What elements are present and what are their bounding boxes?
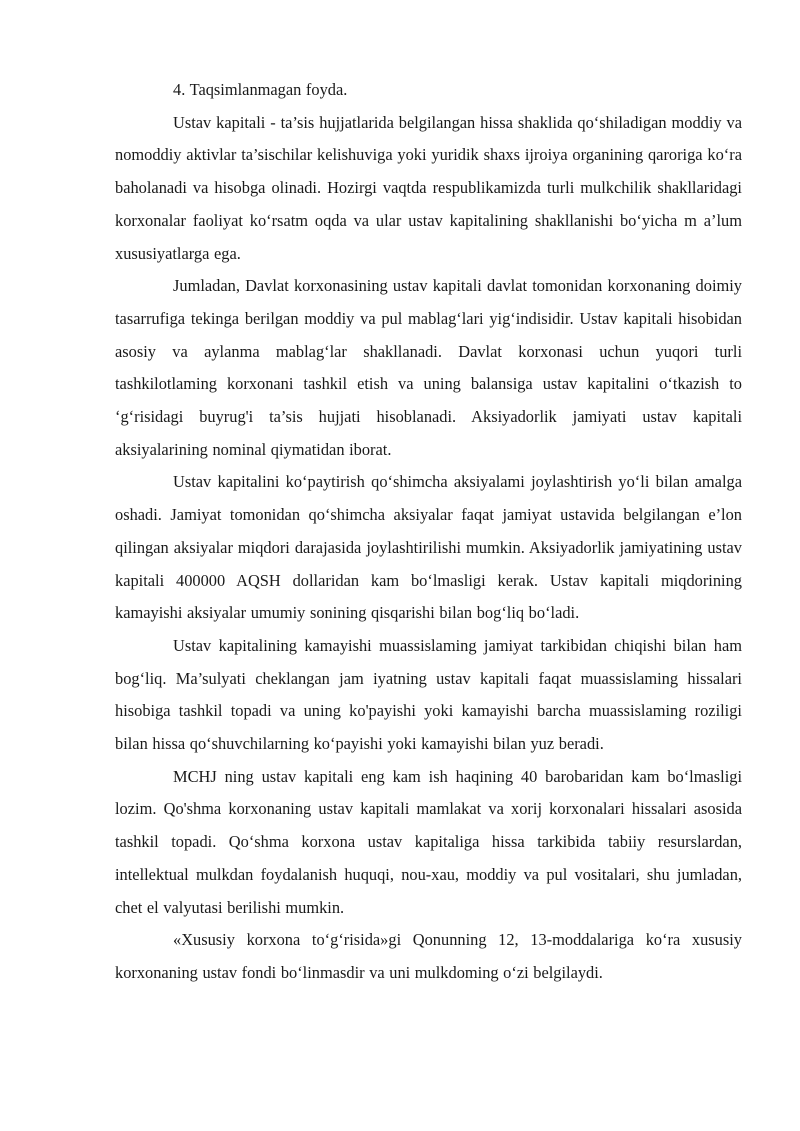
paragraph-davlat-korxonasi: Jumladan, Davlat korxonasining ustav kapitali davlat tomonidan korxonaning doimiy tasarrufiga tekinga berilgan moddiy va pul mablag‘lari yig‘indisidir. Ustav kapitali hisobidan asosiy va aylanma mablag‘lar shakllanadi. Davlat korxonasi uchun yuqori turli tashkilotlaming korxonani tashkil etish va uning balansiga ustav kapitalini o‘tkazish to ‘g‘risidagi buyrug'i ta’sis hujjati hisoblanadi. Aksiyadorlik jamiyati ustav kapitali aksiyalarining nominal qiymatidan iborat. (115, 276, 742, 459)
paragraph-ustav-kapitali: Ustav kapitali - ta’sis hujjatlarida belgilangan hissa shaklida qo‘shiladigan moddiy va nomoddiy aktivlar ta’sischilar kelishuviga yoki yuridik shaxs ijroiya organining qaroriga ko‘ra baholanadi va hisobga olinadi. Hozirgi vaqtda respublikamizda turli mulkchilik shakllaridagi korxonalar faoliyat ko‘rsatm oqda va ular ustav kapitalining shakllanishi bo‘yicha m a’lum xususiyatlarga ega. (115, 112, 742, 263)
document-page (115, 74, 742, 990)
paragraph-mchj: MCHJ ning ustav kapitali eng kam ish haqining 40 barobaridan kam bo‘lmasligi lozim. Qo'shma korxonaning ustav kapitali mamlakat va xorij korxonalari hissalari asosida tashkil topadi. Qo‘shma korxona ustav kapitaliga hissa tarkibida tabiiy resurslardan, intellektual mulkdan foydalanish huquqi, nou-xau, moddiy va pul vositalari, shu jumladan, chet el valyutasi berilishi mumkin. (115, 766, 742, 917)
paragraph-item-4: 4. Taqsimlanmagan foyda. (173, 80, 348, 99)
paragraph-xususiy-korxona: «Xususiy korxona to‘g‘risida»gi Qonunning 12, 13-moddalariga ko‘ra xususiy korxonaning ustav fondi bo‘linmasdir va uni mulkdoming o‘zi belgilaydi. (115, 930, 742, 982)
paragraph-kamayishi: Ustav kapitalining kamayishi muassislaming jamiyat tarkibidan chiqishi bilan ham bog‘liq. Ma’sulyati cheklangan jam iyatning ustav kapitali faqat muassislaming hissalari hisobiga tashkil topadi va uning ko'payishi yoki kamayishi barcha muassislaming roziligi bilan hissa qo‘shuvchilarning ko‘payishi yoki kamayishi bilan yuz beradi. (115, 635, 742, 754)
paragraph-kopaytirish: Ustav kapitalini ko‘paytirish qo‘shimcha aksiyalami joylashtirish yo‘li bilan amalga oshadi. Jamiyat tomonidan qo‘shimcha aksiyalar faqat jamiyat ustavida belgilangan e’lon qilingan aksiyalar miqdori darajasida joylashtirilishi mumkin. Aksiyadorlik jamiyatining ustav kapitali 400000 AQSH dollaridan kam bo‘lmasligi kerak. Ustav kapitali miqdorining kamayishi aksiyalar umumiy sonining qisqarishi bilan bog‘liq bo‘ladi. (115, 472, 742, 623)
